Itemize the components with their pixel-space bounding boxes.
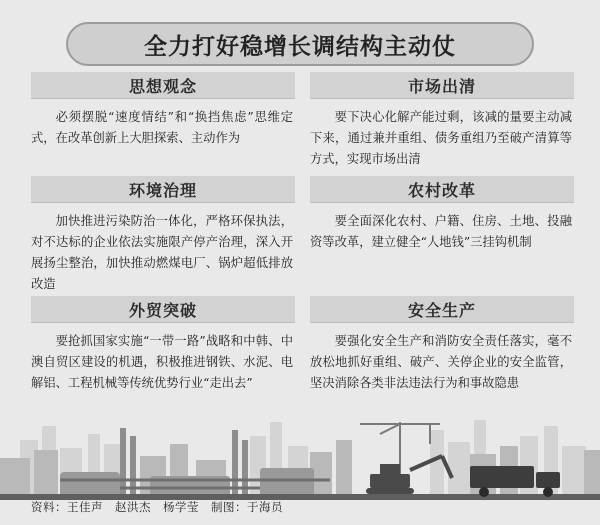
section-market-clearing — [310, 72, 574, 170]
section-body: 加快推进污染防治一体化，严格环保执法，对不达标的企业依法实施限产停产治理，深入开展扬尘整治，加快推动燃煤电厂、锅炉超低排放改造 — [31, 214, 293, 291]
section-thinking — [31, 72, 295, 149]
section-rural-reform — [310, 176, 574, 253]
section-heading: 安全生产 — [310, 296, 574, 323]
section-body: 要下决心化解产能过剩，该减的量要主动减下来，通过兼并重组、债务重组乃至破产清算等方式，实现市场出清 — [310, 110, 572, 166]
section-heading: 思想观念 — [31, 72, 295, 99]
section-body: 必须摆脱“速度情结”和“换挡焦虑”思维定式，在改革创新上大胆探索、主动作为 — [31, 110, 293, 145]
section-body: 要全面深化农村、户籍、住房、土地、投融资等改革，建立健全“人地钱”三挂钩机制 — [310, 214, 572, 249]
section-body: 要抢抓国家实施“一带一路”战略和中韩、中澳自贸区建设的机遇，积极推进钢铁、水泥、电解铝、工程机械等传统优势行业“走出去” — [31, 334, 293, 390]
section-heading: 农村改革 — [310, 176, 574, 203]
section-heading: 市场出清 — [310, 72, 574, 99]
source-credit: 资料：王佳声 赵洪杰 杨学莹 制图：于海员 — [31, 500, 283, 514]
section-safety — [310, 296, 574, 394]
section-heading: 外贸突破 — [31, 296, 295, 323]
section-environment — [31, 176, 295, 295]
section-foreign-trade — [31, 296, 295, 394]
section-heading: 环境治理 — [31, 176, 295, 203]
page-title: 全力打好稳增长调结构主动仗 — [66, 22, 534, 66]
section-body: 要强化安全生产和消防安全责任落实，毫不放松地抓好重组、破产、关停企业的安全监管，坚决消除各类非法违法行为和事故隐患 — [310, 334, 572, 390]
cityscape-illustration — [0, 400, 600, 500]
